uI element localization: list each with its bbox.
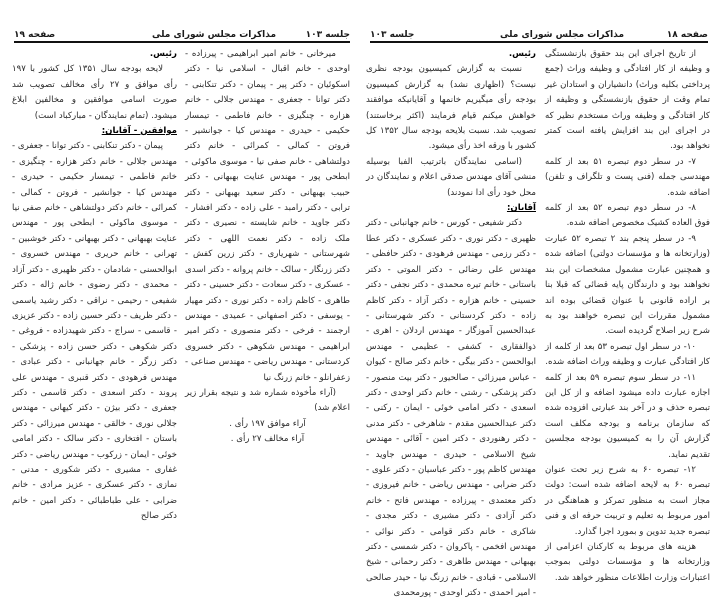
right-page [360,0,720,599]
paragraph: نسبت به گزارش کمیسیون بودجه نظری نیست؟ (اظهاری نشد) به گزارش کمیسیون بودجه رأی میگیریم خانمها و آقایانیکه موافقند خواهش میکنم قیام فرمایند (اکثر برخاستند) تصویب شد. نسبت بلایحه بودجه سال ۱۳۵۲ کل کشور با ورقه اخذ رأی میشود. [366,64,536,152]
paragraph: هزینه های مربوط به کارکنان اعزامی از وزارتخانه ها و مؤسسات دولتی بموجب اعتبارات وزارت اطلاعات منظور خواهد شد. [545,542,710,583]
paragraph: ۱۲- تبصره ۶۰ به شرح زیر تحت عنوان تبصره ۶۰ به لایحه اضافه شده است: دولت مجاز است به منظور تمرکز و هماهنگی در امور مربوط به تعلیم و تربیت حرفه ای و فنی تبصره جدید تدوین و بمورد اجرا گذارد. [545,464,710,537]
speaker-label: رئیس. [149,49,177,59]
right-page-right-column [545,47,710,587]
paragraph: ۹- در سطر پنجم بند ۲ تبصره ۵۲ عبارت (وزارتخانه ها و مؤسسات دولتی) اضافه شده و همچنین عبارت مشمول مشخصات این بند نخواهند بود و دارندگان پایه قضائی که قبلا بنا بر اراده قانونی با عنوان قضائی بوده اند مشمول مقررات این تبصره خواهند بود به شرح زیر اصلاح گردیده است. [545,233,710,337]
session-number: جلسه ۱۰۳ [370,30,415,40]
left-page [0,0,360,599]
left-page-right-column [185,47,350,567]
paragraph: دکتر شفیعی - کورس - خانم جهانبانی - دکتر ظهیری - دکتر نوری - دکتر عسکری - دکتر عطا - دکتر رزمی - مهندس فرهودی - دکتر حافظی - مهندس علی رضائی - دکتر الموتی - دکتر باستانی - خانم تیره محمدی - دکتر نجفی - دکتر حسینی - خانم هزاره - دکتر آزاد - دکتر کاظم زاده - دکتر کردستانی - دکتر شهرستانی - عبدالحسین آموزگار - مهندس اردلان - اهری - ذوالفقاری - کشفی - عظیمی - مهندس ابوالحسن - دکتر بیگی - خانم دکتر صالح - کیوان - عباس میرزائی - صالحیور - دکتر بیت منصور - دکتر پزشکی - رشتی - خانم دکتر اوحدی - دکتر اسعدی - دکتر امامی خوئی - ایمان - رکنی - دکتر عبدالحسین مقدم - شاهرخی - دکتر مدنی - دکتر رهنوردی - دکتر امین - آقائی - مهندس شیخ الاسلامی - حیدری - مهندس جاوید - مهندس کاظم پور - دکتر عباسیان - دکتر علوی - دکتر ضرابی - مهندس ریاضی - خانم فیروزی - دکتر معتمدی - پیرزاده - مهندس فاتح - خانم دکتر آزادی - دکتر مشیری - دکتر مجدی - شاکری - خانم دکتر قوامی - دکتر نوائی - مهندس افخمی - پاکروان - دکتر شمسی - دکتر بهبهانی - مهندس طاهری - دکتر رحمانی - شیخ الاسلامی - قبادی - خانم زرنگ نیا - حیدر صالحی - امیر احمدی - دکتر اوحدی - پورمحمدی [366,218,536,599]
right-page-left-column [366,47,536,599]
left-page-left-column [12,47,177,587]
paragraph: پیمان - دکتر تنکابنی - دکتر توانا - جعفری - مهندس جلالی - خانم دکتر هزاره - چنگیزی - خانم فاطمی - تیمسار حکیمی - حیدری - مهندس کیا - جوانشیر - فروتن - کمالی - کمرائی - خانم دکتر دولتشاهی - خانم صفی نیا - موسوی ماکوئی - ابطحی پور - مهندس عنایت بهبهانی - دکتر بهبهانی - دکتر خوشبین - تهرانی - خانم حریری - مهندس خسروی - ابوالحسنی - شادمان - دکتر ظهیری - دکتر آزاد - محمدی - دکتر رضوی - خانم ژاله - دکتر شفیعی - رحیمی - نراقی - دکتر رشید یاسمی - دکتر ظریف - دکتر حسین زاده - دکتر عزیزی - قاسمی - سراج - دکتر شهیدزاده - فروغی - دکتر شکوهی - دکتر حسن زاده - پزشکی - دکتر زرگر - خانم جهانبانی - دکتر عبادی - مهندس فرهودی - دکتر قنبری - مهندس علی پروند - دکتر اسعدی - دکتر قاسمی - دکتر جعفری - دکتر بیژن - دکتر کیهانی - مهندس جلالی نوری - خالقی - مهندس میرزائی - دکتر باستان - افتخاری - دکتر سالک - دکتر امامی خوئی - ایمان - زرکوب - مهندس ریاضی - دکتر غفاری - مشیری - دکتر شکوری - مدنی - نمازی - دکتر عسکری - عزیز مرادی - خانم ضرابی - علی طباطبائی - دکتر امین - خانم دکتر صالح [12,141,177,522]
page-number: صفحه ۱۹ [14,30,56,40]
section-heading: آقایان: [506,203,536,214]
paragraph: آراء موافق ۱۹۷ رأی . [229,418,306,429]
speaker-label: رئیس. [508,49,536,59]
page-header [14,24,350,40]
paragraph: میرخانی - خانم امیر ابراهیمی - پیرزاده - اوحدی - خانم اقبال - اسلامی نیا - دکتر اسکوئیان - دکتر پیر - پیمان - دکتر تنکابنی - دکتر توانا - جعفری - مهندس جلالی - خانم هزاره - چنگیزی - خانم فاطمی - تیمسار حکیمی - حیدری - مهندس کیا - جوانشیر - فروتن - کمالی - کمرائی - خانم دکتر دولتشاهی - خانم صفی نیا - موسوی ماکوئی - ابطحی پور - مهندس عنایت بهبهانی - دکتر حبیب بهبهانی - دکتر سعید بهبهانی - دکتر ترابی - دکتر رامبد - علی زاده - دکتر افشار - دکتر جاوید - خانم شایسته - نصیری - دکتر ملک زاده - دکتر نعمت اللهی - دکتر شهرستانی - شهریاری - دکتر زرین کفش - دکتر زرنگار - سالک - خانم پروانه - دکتر اسدی - عسکری - دکتر سعادت - دکتر حسینی - دکتر طاهری - کاظم زاده - دکتر نوری - دکتر مهیار - یوسفی - دکتر اصفهانی - عمیدی - مهندس ارجمند - فرخی - دکتر منصوری - دکتر امیر ابراهیمی - مهندس شکوهی - دکتر خسروی کردستانی - مهندس ریاضی - مهندس صناعی - زعفرانلو - خانم زرنگ نیا [185,49,350,383]
paragraph: ۱۰- در سطر اول تبصره ۵۳ بعد از کلمه از کار افتادگی عبارت و وظیفه وراث اضافه شده. [545,341,710,368]
page-number: صفحه ۱۸ [666,30,708,40]
paragraph: آراء مخالف ۲۷ رأی . [230,434,305,445]
session-number: جلسه ۱۰۳ [305,30,350,40]
publication-title: مذاکرات مجلس شورای ملی [152,30,277,40]
paragraph: ۱۱- در سطر سوم تبصره ۵۹ بعد از کلمه اجازه عبارت داده میشود اضافه و از کل این تبصره حذف و در آخر بند عبارتی افزوده شده که سازمان برنامه و بودجه مکلف است گزارش آن را به کمیسیون بودجه مجلسین تقدیم نماید. [545,372,710,460]
paragraph: ۸- در سطر دوم تبصره ۵۲ بعد از کلمه فوق العاده کشیک مخصوص اضافه شده. [545,203,710,229]
paragraph: از تاریخ اجرای این بند حقوق بازنشستگی و وظیفه از کار افتادگی و وظیفه وراث (جمع پرداختی بکلیه وراث) دانشیاران و استادان غیر تمام وقت از حقوق بازنشستگی و وظیفه از کار افتادگی و وظیفه وراث مستخدم نظیر که در اجرای این بند افزایش یافته است کمتر نخواهد بود. [545,49,710,152]
publication-title: مذاکرات مجلس شورای ملی [500,30,625,40]
paragraph: (اسامی نمایندگان باترتیب الفبا بوسیله منشی آقای مهندس صدقی اعلام و نمایندگان در محل خود رأی ادا نمودند) [366,156,536,198]
paragraph: ۷- در سطر دوم تبصره ۵۱ بعد از کلمه مهندسی جمله (فنی پست و تلگراف و تلفن) اضافه شده. [545,156,710,198]
paragraph: لایحه بودجه سال ۱۳۵۱ کل کشور با ۱۹۷ رأی موافق و ۲۷ رأی مخالف تصویب شد صورت اسامی موافقین و مخالفین ابلاغ میشود. (تمام نمایندگان - مبارکباد است) [12,64,177,121]
page-header [370,24,708,40]
header-rule [370,41,708,43]
section-heading: موافقین - آقایان: [101,126,177,137]
header-rule [14,41,350,43]
paragraph: (آراء مأخوذه شماره شد و نتیجه بقرار زیر اعلام شد) [185,387,350,414]
